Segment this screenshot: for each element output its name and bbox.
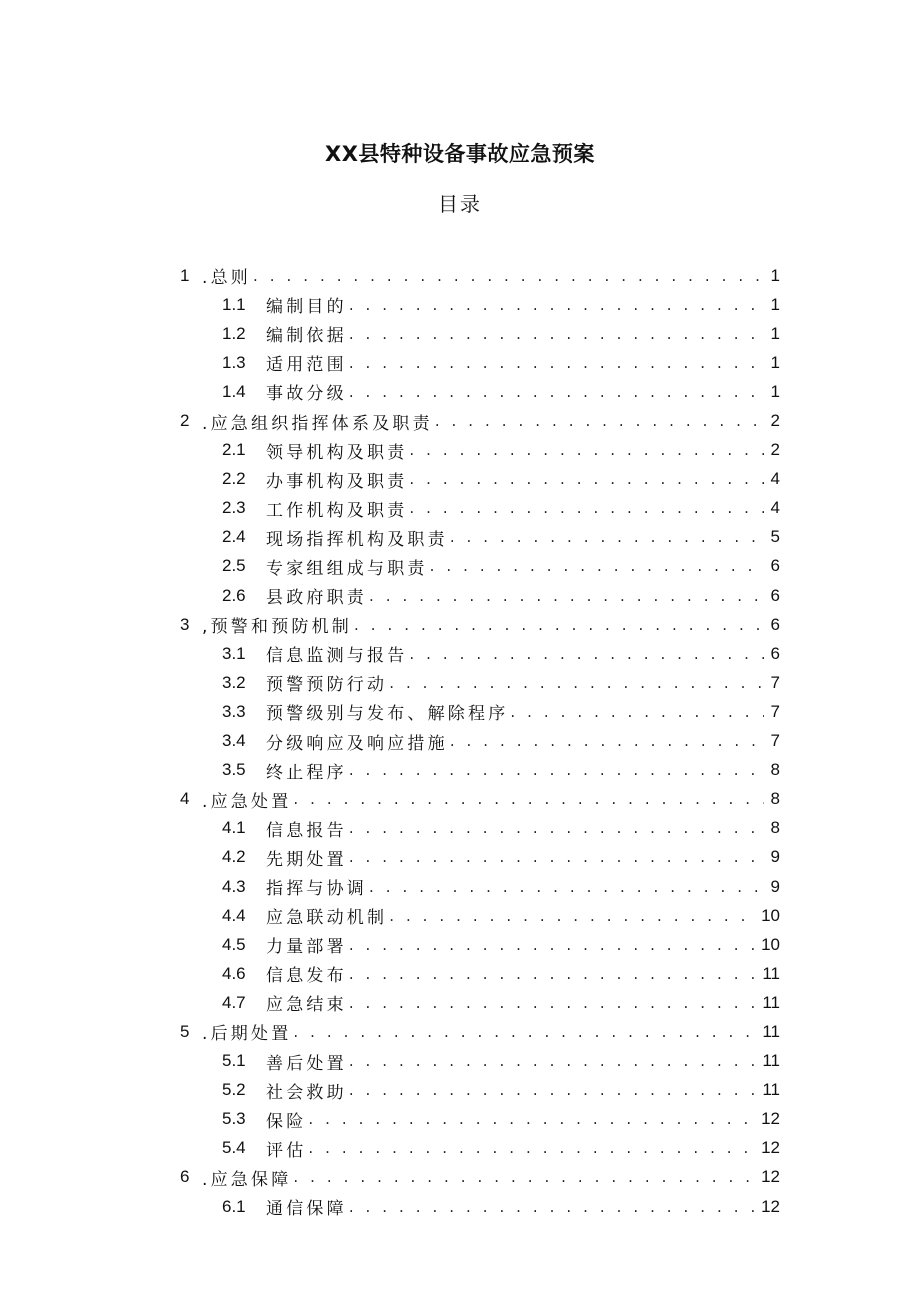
toc-entry-number: 5.4 — [222, 1138, 246, 1158]
toc-entry-number: 4.3 — [222, 876, 246, 896]
toc-entry-label: 办事机构及职责 — [266, 471, 408, 492]
toc-entry-label: 预警级别与发布、解除程序 — [266, 704, 509, 725]
toc-entry-page-number: 11 — [762, 1051, 780, 1071]
toc-dot-leader — [349, 354, 764, 372]
toc-entry-number: 5 — [180, 1021, 190, 1041]
toc-entry-label: 保险 — [266, 1111, 307, 1132]
toc-subsection-entry[interactable] — [180, 843, 780, 872]
toc-entry-page-number: 12 — [761, 1167, 780, 1187]
toc-subsection-entry[interactable] — [180, 697, 780, 726]
toc-subsection-entry[interactable] — [180, 901, 780, 930]
toc-entry-number: 1 — [180, 265, 190, 285]
toc-entry-number: 2.6 — [222, 585, 246, 605]
toc-subsection-entry[interactable] — [180, 930, 780, 959]
toc-subsection-entry[interactable] — [180, 1192, 780, 1221]
toc-entry-label: 先期处置 — [266, 849, 347, 870]
toc-entry-page-number: 6 — [770, 614, 780, 634]
toc-subsection-entry[interactable] — [180, 581, 780, 610]
toc-entry-label: 工作机构及职责 — [266, 500, 408, 521]
toc-entry-number: 4.5 — [222, 934, 246, 954]
toc-entry-page-number: 5 — [770, 527, 780, 547]
toc-entry-number: 5.2 — [222, 1080, 246, 1100]
toc-entry-page-number: 6 — [770, 556, 780, 576]
toc-entry-label: 信息监测与报告 — [266, 646, 408, 667]
toc-entry-number: 3.5 — [222, 760, 246, 780]
page-title: XX县特种设备事故应急预案 — [325, 142, 595, 166]
toc-entry-label: 专家组组成与职责 — [266, 558, 428, 579]
toc-entry-page-number: 7 — [770, 701, 780, 721]
toc-entry-number: 1.3 — [222, 352, 246, 372]
toc-entry-number: 2.1 — [222, 440, 246, 460]
toc-subsection-entry[interactable] — [180, 319, 780, 348]
toc-dot-leader — [389, 907, 757, 925]
toc-entry-number: 4 — [180, 789, 190, 809]
toc-entry-number: 3.2 — [222, 672, 246, 692]
toc-entry-number: 2.3 — [222, 498, 246, 518]
toc-entry-number: 3.4 — [222, 731, 246, 751]
toc-entry-page-number: 9 — [770, 847, 780, 867]
toc-entry-number: 4.1 — [222, 818, 246, 838]
toc-entry-number: 2.5 — [222, 556, 246, 576]
toc-entry-number: 2.4 — [222, 527, 246, 547]
toc-entry-page-number: 7 — [770, 672, 780, 692]
toc-dot-leader — [389, 674, 764, 692]
toc-entry-label: 应急结束 — [266, 995, 347, 1016]
toc-entry-page-number: 4 — [770, 498, 780, 518]
toc-dot-leader — [349, 1052, 759, 1070]
toc-entry-label: 现场指挥机构及职责 — [266, 529, 448, 550]
toc-dot-leader — [349, 848, 764, 866]
table-of-contents — [180, 261, 780, 1221]
toc-section-entry[interactable] — [180, 1163, 780, 1192]
toc-section-entry[interactable] — [180, 785, 780, 814]
toc-subsection-entry[interactable] — [180, 668, 780, 697]
toc-entry-page-number: 2 — [770, 411, 780, 431]
toc-dot-leader — [409, 470, 764, 488]
toc-dot-leader — [349, 383, 764, 401]
toc-entry-label: 评估 — [266, 1140, 307, 1161]
toc-dot-leader — [430, 557, 764, 575]
toc-entry-label: 分级响应及响应措施 — [266, 733, 448, 754]
toc-dot-leader — [293, 1168, 757, 1186]
toc-entry-number: 1.4 — [222, 381, 246, 401]
toc-entry-label: 领导机构及职责 — [266, 442, 408, 463]
toc-entry-label: 社会救助 — [266, 1082, 347, 1103]
toc-entry-page-number: 8 — [770, 760, 780, 780]
toc-subsection-entry[interactable] — [180, 1076, 780, 1105]
toc-entry-page-number: 12 — [761, 1138, 780, 1158]
toc-entry-label: .应急保障 — [202, 1169, 292, 1190]
toc-entry-page-number: 1 — [770, 381, 780, 401]
toc-dot-leader — [293, 790, 764, 808]
toc-dot-leader — [510, 703, 764, 721]
toc-entry-page-number: 8 — [770, 789, 780, 809]
toc-entry-page-number: 9 — [770, 876, 780, 896]
toc-entry-page-number: 11 — [762, 992, 780, 1012]
toc-entry-number: 2.2 — [222, 469, 246, 489]
toc-dot-leader — [450, 528, 764, 546]
toc-heading: 目录 — [438, 192, 482, 216]
toc-dot-leader — [349, 325, 764, 343]
toc-entry-label: 编制目的 — [266, 297, 347, 318]
toc-entry-page-number: 1 — [770, 265, 780, 285]
toc-dot-leader — [409, 441, 764, 459]
toc-entry-number: 3.3 — [222, 701, 246, 721]
toc-dot-leader — [409, 645, 764, 663]
toc-subsection-entry[interactable] — [180, 1134, 780, 1163]
toc-entry-label: ,预警和预防机制 — [202, 617, 353, 638]
toc-dot-leader — [349, 296, 764, 314]
toc-subsection-entry[interactable] — [180, 552, 780, 581]
toc-dot-leader — [369, 587, 764, 605]
toc-dot-leader — [349, 761, 764, 779]
toc-entry-number: 6.1 — [222, 1196, 246, 1216]
toc-subsection-entry[interactable] — [180, 1047, 780, 1076]
toc-entry-label: .应急组织指挥体系及职责 — [202, 413, 433, 434]
toc-entry-label: 信息发布 — [266, 966, 347, 987]
toc-entry-number: 4.2 — [222, 847, 246, 867]
toc-entry-page-number: 10 — [761, 934, 780, 954]
toc-dot-leader — [450, 732, 764, 750]
toc-entry-number: 3.1 — [222, 643, 246, 663]
toc-entry-number: 4.4 — [222, 905, 246, 925]
toc-entry-page-number: 12 — [761, 1196, 780, 1216]
toc-entry-page-number: 6 — [770, 585, 780, 605]
toc-entry-label: 应急联动机制 — [266, 908, 388, 929]
toc-entry-label: 县政府职责 — [266, 588, 367, 609]
toc-entry-label: 信息报告 — [266, 820, 347, 841]
toc-section-entry[interactable] — [180, 610, 780, 639]
toc-subsection-entry[interactable] — [180, 1105, 780, 1134]
toc-subsection-entry[interactable] — [180, 348, 780, 377]
toc-entry-page-number: 7 — [770, 731, 780, 751]
toc-subsection-entry[interactable] — [180, 639, 780, 668]
toc-entry-label: 事故分级 — [266, 384, 347, 405]
toc-dot-leader — [308, 1110, 757, 1128]
toc-entry-number: 1.2 — [222, 323, 246, 343]
toc-dot-leader — [349, 994, 759, 1012]
toc-section-entry[interactable] — [180, 1017, 780, 1046]
toc-entry-page-number: 11 — [762, 963, 780, 983]
toc-entry-label: .应急处置 — [202, 791, 292, 812]
toc-entry-number: 5.3 — [222, 1109, 246, 1129]
toc-entry-page-number: 4 — [770, 469, 780, 489]
toc-entry-page-number: 12 — [761, 1109, 780, 1129]
toc-subsection-entry[interactable] — [180, 959, 780, 988]
toc-dot-leader — [349, 1081, 759, 1099]
toc-subsection-entry[interactable] — [180, 988, 780, 1017]
toc-dot-leader — [349, 819, 764, 837]
toc-entry-label: 力量部署 — [266, 937, 347, 958]
toc-entry-label: 编制依据 — [266, 326, 347, 347]
toc-entry-label: .总则 — [202, 268, 252, 289]
toc-subsection-entry[interactable] — [180, 523, 780, 552]
toc-entry-page-number: 6 — [770, 643, 780, 663]
toc-subsection-entry[interactable] — [180, 494, 780, 523]
toc-entry-page-number: 10 — [761, 905, 780, 925]
toc-entry-label: 适用范围 — [266, 355, 347, 376]
toc-dot-leader — [253, 267, 764, 285]
toc-entry-label: 指挥与协调 — [266, 879, 367, 900]
toc-entry-label: 通信保障 — [266, 1199, 347, 1220]
toc-entry-page-number: 11 — [762, 1080, 780, 1100]
toc-dot-leader — [354, 616, 764, 634]
toc-entry-number: 5.1 — [222, 1051, 246, 1071]
toc-dot-leader — [369, 878, 764, 896]
toc-dot-leader — [349, 1198, 757, 1216]
toc-entry-page-number: 1 — [770, 352, 780, 372]
toc-dot-leader — [308, 1139, 757, 1157]
toc-entry-label: 预警预防行动 — [266, 675, 388, 696]
toc-subsection-entry[interactable] — [180, 872, 780, 901]
toc-entry-label: .后期处置 — [202, 1024, 292, 1045]
toc-entry-number: 4.7 — [222, 992, 246, 1012]
toc-subsection-entry[interactable] — [180, 727, 780, 756]
toc-entry-page-number: 1 — [770, 294, 780, 314]
toc-entry-number: 2 — [180, 411, 190, 431]
toc-entry-label: 终止程序 — [266, 762, 347, 783]
toc-dot-leader — [435, 412, 764, 430]
toc-dot-leader — [293, 1023, 758, 1041]
toc-entry-page-number: 2 — [770, 440, 780, 460]
toc-subsection-entry[interactable] — [180, 465, 780, 494]
toc-subsection-entry[interactable] — [180, 290, 780, 319]
toc-entry-page-number: 8 — [770, 818, 780, 838]
toc-entry-label: 善后处置 — [266, 1053, 347, 1074]
toc-subsection-entry[interactable] — [180, 377, 780, 406]
toc-entry-number: 3 — [180, 614, 190, 634]
toc-subsection-entry[interactable] — [180, 756, 780, 785]
toc-subsection-entry[interactable] — [180, 436, 780, 465]
toc-dot-leader — [349, 936, 757, 954]
toc-section-entry[interactable] — [180, 261, 780, 290]
toc-entry-number: 4.6 — [222, 963, 246, 983]
toc-entry-page-number: 11 — [762, 1021, 780, 1041]
toc-entry-page-number: 1 — [770, 323, 780, 343]
toc-section-entry[interactable] — [180, 406, 780, 435]
toc-dot-leader — [349, 965, 759, 983]
toc-entry-number: 1.1 — [222, 294, 246, 314]
toc-dot-leader — [409, 499, 764, 517]
toc-subsection-entry[interactable] — [180, 814, 780, 843]
toc-entry-number: 6 — [180, 1167, 190, 1187]
